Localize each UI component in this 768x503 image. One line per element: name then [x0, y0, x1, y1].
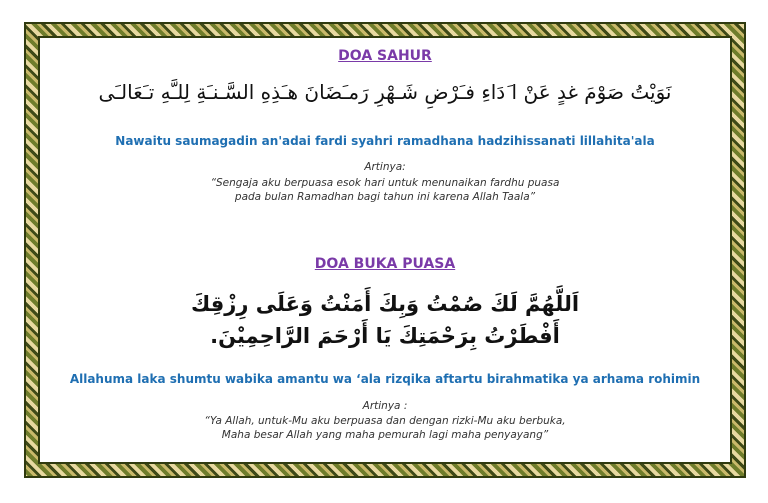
document-body	[38, 36, 732, 464]
doa-sahur-heading: DOA SAHUR	[338, 48, 432, 64]
doa-sahur-transliteration: Nawaitu saumagadin an'adai fardi syahri ramadhana hadzihissanati lillahita'ala	[115, 134, 655, 148]
doa-buka-artinya-label: Artinya :	[362, 400, 408, 412]
doa-sahur-arabic-text: نَوَيْتُ صَوْمَ غدٍ عَنْ ا َدَاءِ فـَرْضِ شَـهْرِ رَمـَضَانَ هـَذِهِ السَّـنـَةِ لِلـَّهِ تـَعَالـَى	[98, 80, 672, 104]
doa-buka-transliteration: Allahuma laka shumtu wabika amantu wa ‘ala rizqika aftartu birahmatika ya arhama rohimin	[69, 372, 701, 386]
doa-sahur-meaning-line-2: pada bulan Ramadhan bagi tahun ini karena Allah Taala”	[234, 191, 536, 203]
doa-buka-puasa-heading: DOA BUKA PUASA	[314, 256, 456, 272]
decorative-border-frame	[24, 22, 746, 478]
doa-sahur-artinya-label: Artinya:	[364, 161, 406, 173]
doa-buka-arabic-line-2: أَفْطَرْتُ بِرَحْمَتِكَ يَا أَرْحَمَ الرَّاحِمِيْنَ.	[210, 324, 560, 348]
doa-buka-meaning-line-2: Maha besar Allah yang maha pemurah lagi maha penyayang”	[221, 429, 549, 441]
doa-sahur-meaning-line-1: “Sengaja aku berpuasa esok hari untuk menunaikan fardhu puasa	[210, 177, 560, 189]
doa-buka-meaning-line-1: “Ya Allah, untuk-Mu aku berpuasa dan dengan rizki-Mu aku berbuka,	[204, 415, 566, 427]
doa-buka-arabic-line-1: اَللَّهُمَّ لَكَ صُمْتُ وَبِكَ أَمَنْتُ وَعَلَى رِزْقِكَ	[190, 292, 580, 316]
